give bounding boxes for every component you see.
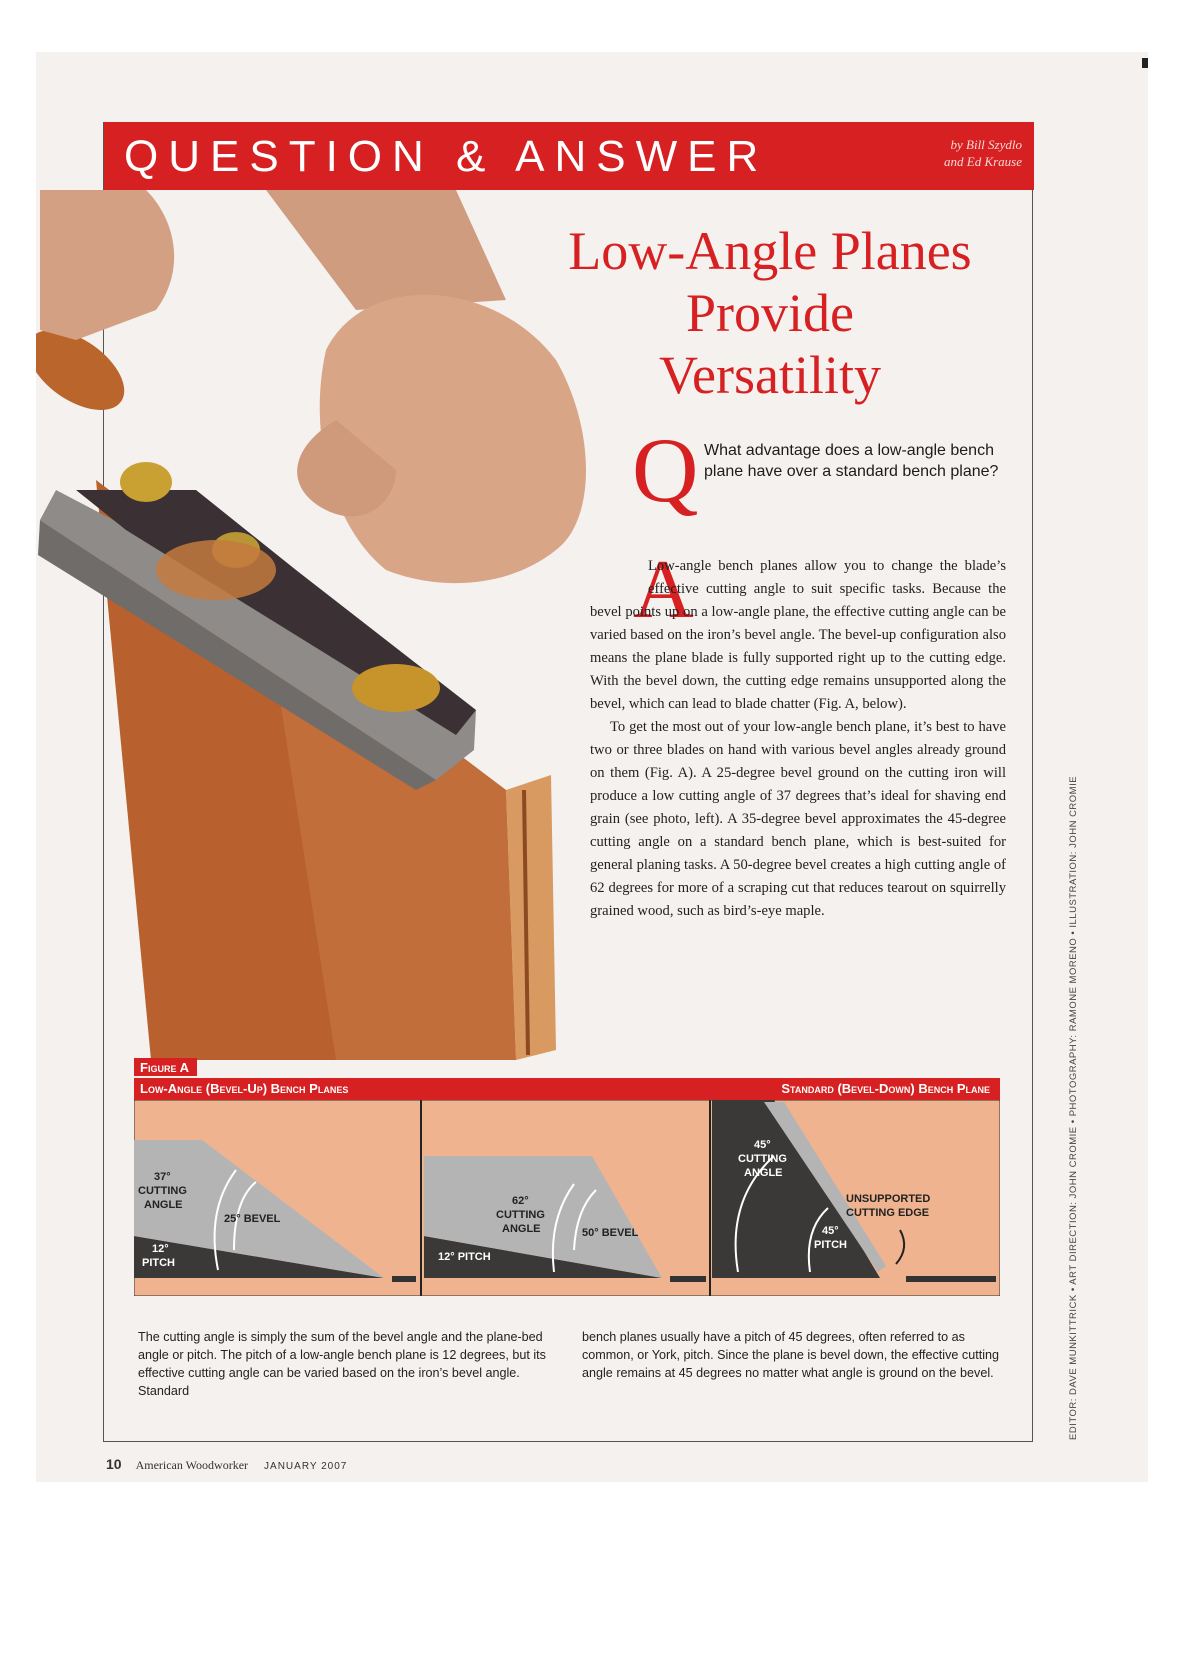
figure-caption-right: bench planes usually have a pitch of 45 degrees, often referred to as common, or York, pitch. Since the plane is bevel down, the effective cutting angle remains at 45 degrees no matter what angle is ground on the bevel.	[582, 1330, 1000, 1380]
iron-cap	[156, 540, 276, 600]
figure-right-heading: Standard (Bevel-Down) Bench Plane	[781, 1081, 990, 1096]
byline-author-2: and Ed Krause	[944, 154, 1022, 169]
question-text: What advantage does a low-angle bench plane have over a standard bench plane?	[704, 442, 999, 480]
magazine-name: American Woodworker	[135, 1458, 249, 1472]
answer-body	[590, 555, 1006, 923]
page-footer	[106, 1456, 347, 1474]
section-title: QUESTION & ANSWER	[124, 132, 769, 181]
brass-front-knob	[352, 664, 440, 712]
headline-line-3: Versatility	[659, 345, 881, 405]
answer-drop-cap: A	[633, 543, 694, 636]
scan-mark	[1142, 58, 1148, 68]
forearm	[266, 190, 506, 310]
answer-paragraph-2: To get the most out of your low-angle bench plane, it’s best to have two or three blades on hand with various bevel angles already ground on them (Fig. A). A 25-degree bevel ground on the cutting iron will produce a low cutting angle of 37 degrees that’s ideal for shaving end grain (see photo, left). A 35-degree bevel approximates the 45-degree cutting angle on a standard bench plane, which is best-suited for general planing tasks. A 50-degree bevel creates a high cutting angle of 62 degrees for more of a scraping cut that reduces tearout on squirrelly grained wood, such as bird’s-eye maple.	[590, 719, 1006, 919]
panel1-bevel-label: 25° BEVEL	[224, 1213, 281, 1225]
headline-line-2: Provide	[686, 283, 854, 343]
panel2-cut-angle-2: CUTTING	[496, 1209, 545, 1221]
figure-header-bar	[134, 1078, 1000, 1100]
panel3-cut-angle-1: 45°	[754, 1139, 771, 1151]
byline-author-1: by Bill Szydlo	[950, 137, 1022, 152]
left-hand	[40, 190, 174, 340]
panel3-pitch-2: PITCH	[814, 1239, 847, 1251]
panel3-unsupported-2: CUTTING EDGE	[846, 1207, 930, 1219]
page-number: 10	[106, 1456, 122, 1472]
panel2-workpiece	[670, 1276, 706, 1282]
panel2-pitch-label: 12° PITCH	[438, 1251, 491, 1263]
panel3-cut-angle-3: ANGLE	[744, 1167, 783, 1179]
brass-cap	[120, 462, 172, 502]
question-drop-cap: Q	[632, 419, 699, 521]
panel3-unsupported-1: UNSUPPORTED	[846, 1193, 931, 1205]
byline	[944, 136, 1022, 170]
panel3-workpiece	[906, 1276, 996, 1282]
panel2-cut-angle-3: ANGLE	[502, 1223, 541, 1235]
panel1-cut-angle-3: ANGLE	[144, 1199, 183, 1211]
headline-line-1: Low-Angle Planes	[568, 221, 972, 281]
staff-credits: EDITOR: DAVE MUNKITTRICK • ART DIRECTION: JOHN CROMIE • PHOTOGRAPHY: RAMONE MORENO • ILLUSTRATION: JOHN CROMIE	[1068, 775, 1079, 1440]
panel1-cut-angle-1: 37°	[154, 1171, 171, 1183]
panel1-workpiece	[392, 1276, 416, 1282]
panel2-cut-angle-1: 62°	[512, 1195, 529, 1207]
figure-tab: Figure A	[134, 1058, 197, 1076]
panel2-bevel-label: 50° BEVEL	[582, 1227, 639, 1239]
article-headline	[520, 220, 1020, 406]
panel1-pitch-2: PITCH	[142, 1257, 175, 1269]
panel1-cut-angle-2: CUTTING	[138, 1185, 187, 1197]
panel3-cut-angle-2: CUTTING	[738, 1153, 787, 1165]
panel3-pitch-1: 45°	[822, 1225, 839, 1237]
figure-caption-left: The cutting angle is simply the sum of the bevel angle and the plane-bed angle or pitch. The pitch of a low-angle bench plane is 12 degrees, but its effective cutting angle can be varied based on the iron’s bevel angle. Standard	[138, 1330, 546, 1398]
section-banner	[104, 122, 1034, 190]
answer-paragraph-1: Low-angle bench planes allow you to change the blade’s effective cutting angle to suit specific tasks. Because the bevel points up on a low-angle plane, the effective cutting angle can be varied based on the iron’s bevel angle. The bevel-up configuration also means the plane blade is fully supported right up to the cutting edge. With the bevel down, the cutting edge remains unsupported along the bevel, which can lead to blade chatter (Fig. A, below).	[590, 558, 1006, 712]
figure-a-diagram	[134, 1100, 1000, 1296]
issue-date: JANUARY 2007	[264, 1461, 348, 1472]
figure-left-heading: Low-Angle (Bevel-Up) Bench Planes	[140, 1081, 349, 1096]
panel1-pitch-1: 12°	[152, 1243, 169, 1255]
